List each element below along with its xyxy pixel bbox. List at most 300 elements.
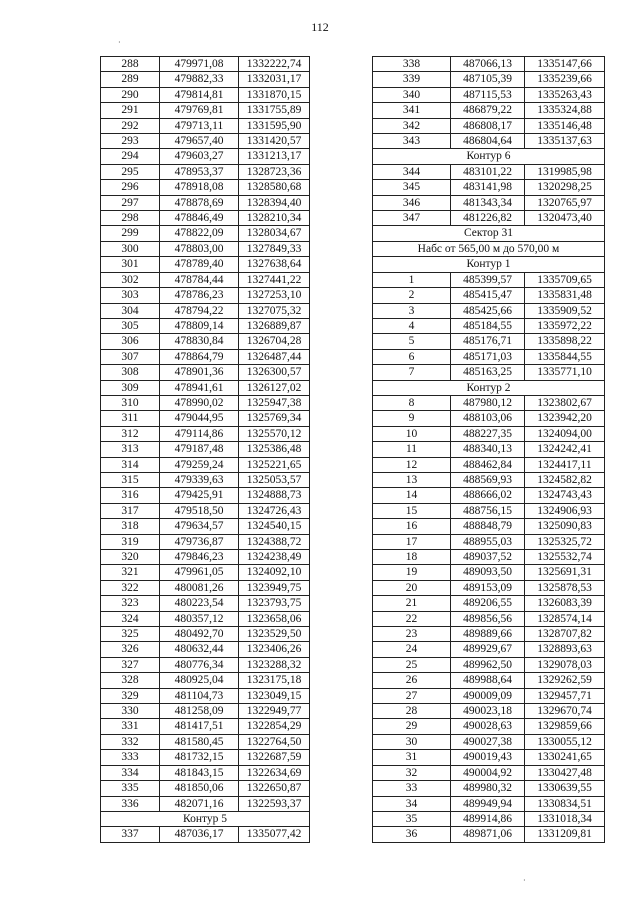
table-row [373,811,605,826]
y-coordinate-cell: 1335898,22 [525,334,605,349]
table-row [101,534,310,549]
y-coordinate-cell: 1322764,50 [239,734,310,749]
x-coordinate-cell: 485184,55 [451,318,525,333]
table-row [101,164,310,179]
y-coordinate-cell: 1331595,90 [239,118,310,133]
point-number-cell: 343 [373,134,451,149]
y-coordinate-cell: 1327441,22 [239,272,310,287]
x-coordinate-cell: 487980,12 [451,395,525,410]
x-coordinate-cell: 478784,44 [160,272,239,287]
table-row [101,627,310,642]
point-number-cell: 344 [373,164,451,179]
x-coordinate-cell: 479971,08 [160,57,239,72]
point-number-cell: 318 [101,519,160,534]
scan-speck: · [523,876,526,885]
table-row [373,472,605,487]
section-header-row [373,257,605,272]
table-row [373,550,605,565]
table-row [373,704,605,719]
x-coordinate-cell: 489153,09 [451,580,525,595]
point-number-cell: 290 [101,87,160,102]
section-header-row [373,149,605,164]
y-coordinate-cell: 1325325,72 [525,534,605,549]
y-coordinate-cell: 1335844,55 [525,349,605,364]
x-coordinate-cell: 485415,47 [451,288,525,303]
point-number-cell: 335 [101,781,160,796]
point-number-cell: 288 [101,57,160,72]
point-number-cell: 322 [101,580,160,595]
x-coordinate-cell: 486879,22 [451,103,525,118]
point-number-cell: 331 [101,719,160,734]
table-row [373,395,605,410]
point-number-cell: 8 [373,395,451,410]
y-coordinate-cell: 1331213,17 [239,149,310,164]
table-row [101,241,310,256]
point-number-cell: 1 [373,272,451,287]
point-number-cell: 307 [101,349,160,364]
table-row [101,395,310,410]
x-coordinate-cell: 489889,66 [451,627,525,642]
x-coordinate-cell: 488955,03 [451,534,525,549]
y-coordinate-cell: 1332031,17 [239,72,310,87]
y-coordinate-cell: 1328893,63 [525,642,605,657]
x-coordinate-cell: 487036,17 [160,827,239,842]
y-coordinate-cell: 1326300,57 [239,365,310,380]
y-coordinate-cell: 1323658,06 [239,611,310,626]
section-header-row [373,380,605,395]
y-coordinate-cell: 1328723,36 [239,164,310,179]
x-coordinate-cell: 490028,63 [451,719,525,734]
x-coordinate-cell: 481104,73 [160,688,239,703]
y-coordinate-cell: 1326083,39 [525,596,605,611]
x-coordinate-cell: 481343,34 [451,195,525,210]
y-coordinate-cell: 1329078,03 [525,657,605,672]
table-row [101,72,310,87]
point-number-cell: 17 [373,534,451,549]
point-number-cell: 324 [101,611,160,626]
x-coordinate-cell: 490023,18 [451,704,525,719]
y-coordinate-cell: 1330241,65 [525,750,605,765]
x-coordinate-cell: 489962,50 [451,657,525,672]
y-coordinate-cell: 1335077,42 [239,827,310,842]
x-coordinate-cell: 480357,12 [160,611,239,626]
table-row [101,349,310,364]
table-row [373,442,605,457]
x-coordinate-cell: 479114,86 [160,426,239,441]
x-coordinate-cell: 478809,14 [160,318,239,333]
point-number-cell: 327 [101,657,160,672]
table-row [373,565,605,580]
point-number-cell: 313 [101,442,160,457]
point-number-cell: 9 [373,411,451,426]
table-row [101,380,310,395]
y-coordinate-cell: 1328210,34 [239,211,310,226]
y-coordinate-cell: 1324092,10 [239,565,310,580]
y-coordinate-cell: 1323949,75 [239,580,310,595]
point-number-cell: 316 [101,488,160,503]
y-coordinate-cell: 1324388,72 [239,534,310,549]
y-coordinate-cell: 1335324,88 [525,103,605,118]
y-coordinate-cell: 1324726,43 [239,503,310,518]
point-number-cell: 19 [373,565,451,580]
section-header: Контур 6 [373,149,605,164]
point-number-cell: 304 [101,303,160,318]
x-coordinate-cell: 479657,40 [160,134,239,149]
table-row [101,334,310,349]
point-number-cell: 291 [101,103,160,118]
x-coordinate-cell: 482071,16 [160,796,239,811]
table-row [101,565,310,580]
y-coordinate-cell: 1320765,97 [525,195,605,210]
y-coordinate-cell: 1324417,11 [525,457,605,472]
y-coordinate-cell: 1335831,48 [525,288,605,303]
x-coordinate-cell: 485425,66 [451,303,525,318]
point-number-cell: 31 [373,750,451,765]
page-number: 112 [311,20,329,34]
y-coordinate-cell: 1324906,93 [525,503,605,518]
point-number-cell: 339 [373,72,451,87]
y-coordinate-cell: 1325532,74 [525,550,605,565]
table-row [101,87,310,102]
table-row [101,472,310,487]
point-number-cell: 7 [373,365,451,380]
right-coordinates-table-container [372,56,605,843]
table-row [101,673,310,688]
table-row [373,180,605,195]
table-row [373,457,605,472]
table-row [373,303,605,318]
point-number-cell: 311 [101,411,160,426]
y-coordinate-cell: 1324238,49 [239,550,310,565]
point-number-cell: 325 [101,627,160,642]
x-coordinate-cell: 479044,95 [160,411,239,426]
x-coordinate-cell: 480223,54 [160,596,239,611]
y-coordinate-cell: 1328574,14 [525,611,605,626]
table-row [373,118,605,133]
right-coordinates-table [372,56,605,843]
point-number-cell: 14 [373,488,451,503]
point-number-cell: 13 [373,472,451,487]
point-number-cell: 314 [101,457,160,472]
table-row [373,796,605,811]
x-coordinate-cell: 478794,22 [160,303,239,318]
y-coordinate-cell: 1325691,31 [525,565,605,580]
table-row [101,611,310,626]
x-coordinate-cell: 478941,61 [160,380,239,395]
section-header: Контур 1 [373,257,605,272]
point-number-cell: 334 [101,765,160,780]
point-number-cell: 338 [373,57,451,72]
y-coordinate-cell: 1326487,44 [239,349,310,364]
x-coordinate-cell: 479736,87 [160,534,239,549]
y-coordinate-cell: 1328394,40 [239,195,310,210]
point-number-cell: 310 [101,395,160,410]
x-coordinate-cell: 487105,39 [451,72,525,87]
table-row [373,627,605,642]
y-coordinate-cell: 1323942,20 [525,411,605,426]
point-number-cell: 293 [101,134,160,149]
table-row [101,719,310,734]
table-row [373,657,605,672]
x-coordinate-cell: 481850,06 [160,781,239,796]
table-row [101,288,310,303]
point-number-cell: 328 [101,673,160,688]
x-coordinate-cell: 479603,27 [160,149,239,164]
table-row [101,149,310,164]
x-coordinate-cell: 479425,91 [160,488,239,503]
table-row [373,534,605,549]
point-number-cell: 317 [101,503,160,518]
left-coordinates-table [100,56,310,843]
y-coordinate-cell: 1325221,65 [239,457,310,472]
x-coordinate-cell: 489206,55 [451,596,525,611]
table-row [373,334,605,349]
x-coordinate-cell: 489929,67 [451,642,525,657]
point-number-cell: 336 [101,796,160,811]
x-coordinate-cell: 490009,09 [451,688,525,703]
y-coordinate-cell: 1328034,67 [239,226,310,241]
point-number-cell: 295 [101,164,160,179]
y-coordinate-cell: 1320473,40 [525,211,605,226]
table-row [101,211,310,226]
y-coordinate-cell: 1329262,59 [525,673,605,688]
y-coordinate-cell: 1327638,64 [239,257,310,272]
table-row [101,750,310,765]
x-coordinate-cell: 480776,34 [160,657,239,672]
point-number-cell: 289 [101,72,160,87]
x-coordinate-cell: 483101,22 [451,164,525,179]
table-row [373,750,605,765]
x-coordinate-cell: 490019,43 [451,750,525,765]
x-coordinate-cell: 489037,52 [451,550,525,565]
x-coordinate-cell: 490027,38 [451,734,525,749]
point-number-cell: 16 [373,519,451,534]
y-coordinate-cell: 1322854,29 [239,719,310,734]
table-row [101,781,310,796]
x-coordinate-cell: 481226,82 [451,211,525,226]
x-coordinate-cell: 489856,56 [451,611,525,626]
point-number-cell: 320 [101,550,160,565]
y-coordinate-cell: 1325947,38 [239,395,310,410]
section-header: Набс от 565,00 м до 570,00 м [373,241,605,256]
point-number-cell: 11 [373,442,451,457]
point-number-cell: 333 [101,750,160,765]
table-row [101,257,310,272]
y-coordinate-cell: 1325769,34 [239,411,310,426]
point-number-cell: 305 [101,318,160,333]
x-coordinate-cell: 479961,05 [160,565,239,580]
point-number-cell: 20 [373,580,451,595]
y-coordinate-cell: 1330834,51 [525,796,605,811]
y-coordinate-cell: 1335239,66 [525,72,605,87]
point-number-cell: 6 [373,349,451,364]
point-number-cell: 4 [373,318,451,333]
point-number-cell: 30 [373,734,451,749]
y-coordinate-cell: 1319985,98 [525,164,605,179]
table-row [373,318,605,333]
table-row [101,519,310,534]
x-coordinate-cell: 488666,02 [451,488,525,503]
x-coordinate-cell: 479259,24 [160,457,239,472]
x-coordinate-cell: 481417,51 [160,719,239,734]
section-header: Сектор 31 [373,226,605,241]
x-coordinate-cell: 485163,25 [451,365,525,380]
point-number-cell: 15 [373,503,451,518]
point-number-cell: 330 [101,704,160,719]
y-coordinate-cell: 1320298,25 [525,180,605,195]
y-coordinate-cell: 1324743,43 [525,488,605,503]
x-coordinate-cell: 479814,81 [160,87,239,102]
y-coordinate-cell: 1327075,32 [239,303,310,318]
y-coordinate-cell: 1325053,57 [239,472,310,487]
point-number-cell: 306 [101,334,160,349]
table-row [101,704,310,719]
point-number-cell: 21 [373,596,451,611]
point-number-cell: 299 [101,226,160,241]
y-coordinate-cell: 1335771,10 [525,365,605,380]
y-coordinate-cell: 1335146,48 [525,118,605,133]
y-coordinate-cell: 1335137,63 [525,134,605,149]
point-number-cell: 303 [101,288,160,303]
y-coordinate-cell: 1325090,83 [525,519,605,534]
table-row [373,288,605,303]
x-coordinate-cell: 489093,50 [451,565,525,580]
table-row [101,596,310,611]
y-coordinate-cell: 1331018,34 [525,811,605,826]
table-row [101,134,310,149]
y-coordinate-cell: 1330055,12 [525,734,605,749]
x-coordinate-cell: 479187,48 [160,442,239,457]
point-number-cell: 27 [373,688,451,703]
table-row [373,87,605,102]
y-coordinate-cell: 1331420,57 [239,134,310,149]
table-row [373,765,605,780]
point-number-cell: 35 [373,811,451,826]
x-coordinate-cell: 488462,84 [451,457,525,472]
x-coordinate-cell: 480492,70 [160,627,239,642]
y-coordinate-cell: 1327849,33 [239,241,310,256]
point-number-cell: 32 [373,765,451,780]
y-coordinate-cell: 1325570,12 [239,426,310,441]
point-number-cell: 309 [101,380,160,395]
point-number-cell: 302 [101,272,160,287]
x-coordinate-cell: 478846,49 [160,211,239,226]
y-coordinate-cell: 1327253,10 [239,288,310,303]
y-coordinate-cell: 1323793,75 [239,596,310,611]
y-coordinate-cell: 1323406,26 [239,642,310,657]
y-coordinate-cell: 1325878,53 [525,580,605,595]
table-row [101,195,310,210]
table-row [101,365,310,380]
y-coordinate-cell: 1324242,41 [525,442,605,457]
point-number-cell: 329 [101,688,160,703]
x-coordinate-cell: 489914,86 [451,811,525,826]
x-coordinate-cell: 480925,04 [160,673,239,688]
table-row [101,688,310,703]
table-row [101,734,310,749]
y-coordinate-cell: 1329457,71 [525,688,605,703]
x-coordinate-cell: 479634,57 [160,519,239,534]
table-row [101,226,310,241]
x-coordinate-cell: 485176,71 [451,334,525,349]
table-row [373,426,605,441]
y-coordinate-cell: 1331870,15 [239,87,310,102]
section-header-row [373,226,605,241]
table-row [373,164,605,179]
table-row [101,442,310,457]
x-coordinate-cell: 479846,23 [160,550,239,565]
table-row [101,457,310,472]
x-coordinate-cell: 478901,36 [160,365,239,380]
x-coordinate-cell: 483141,98 [451,180,525,195]
y-coordinate-cell: 1324094,00 [525,426,605,441]
y-coordinate-cell: 1322634,69 [239,765,310,780]
point-number-cell: 292 [101,118,160,133]
x-coordinate-cell: 480632,44 [160,642,239,657]
x-coordinate-cell: 479518,50 [160,503,239,518]
table-row [101,580,310,595]
table-row [101,827,310,842]
x-coordinate-cell: 489980,32 [451,781,525,796]
y-coordinate-cell: 1329670,74 [525,704,605,719]
table-row [373,411,605,426]
point-number-cell: 337 [101,827,160,842]
y-coordinate-cell: 1335972,22 [525,318,605,333]
x-coordinate-cell: 485171,03 [451,349,525,364]
y-coordinate-cell: 1322687,59 [239,750,310,765]
y-coordinate-cell: 1325386,48 [239,442,310,457]
y-coordinate-cell: 1329859,66 [525,719,605,734]
table-row [101,303,310,318]
x-coordinate-cell: 488340,13 [451,442,525,457]
point-number-cell: 36 [373,827,451,842]
point-number-cell: 312 [101,426,160,441]
y-coordinate-cell: 1328580,68 [239,180,310,195]
table-row [373,488,605,503]
table-row [373,103,605,118]
point-number-cell: 22 [373,611,451,626]
point-number-cell: 33 [373,781,451,796]
table-row [101,118,310,133]
x-coordinate-cell: 486808,17 [451,118,525,133]
table-row [373,596,605,611]
table-row [373,365,605,380]
point-number-cell: 297 [101,195,160,210]
x-coordinate-cell: 478786,23 [160,288,239,303]
table-row [101,57,310,72]
table-row [101,642,310,657]
point-number-cell: 24 [373,642,451,657]
y-coordinate-cell: 1330639,55 [525,781,605,796]
x-coordinate-cell: 488227,35 [451,426,525,441]
point-number-cell: 340 [373,87,451,102]
x-coordinate-cell: 478953,37 [160,164,239,179]
point-number-cell: 347 [373,211,451,226]
x-coordinate-cell: 478990,02 [160,395,239,410]
x-coordinate-cell: 488848,79 [451,519,525,534]
table-row [101,411,310,426]
point-number-cell: 300 [101,241,160,256]
x-coordinate-cell: 479882,33 [160,72,239,87]
y-coordinate-cell: 1322949,77 [239,704,310,719]
table-row [101,272,310,287]
point-number-cell: 25 [373,657,451,672]
table-row [373,57,605,72]
table-row [101,503,310,518]
point-number-cell: 12 [373,457,451,472]
x-coordinate-cell: 489949,94 [451,796,525,811]
point-number-cell: 34 [373,796,451,811]
